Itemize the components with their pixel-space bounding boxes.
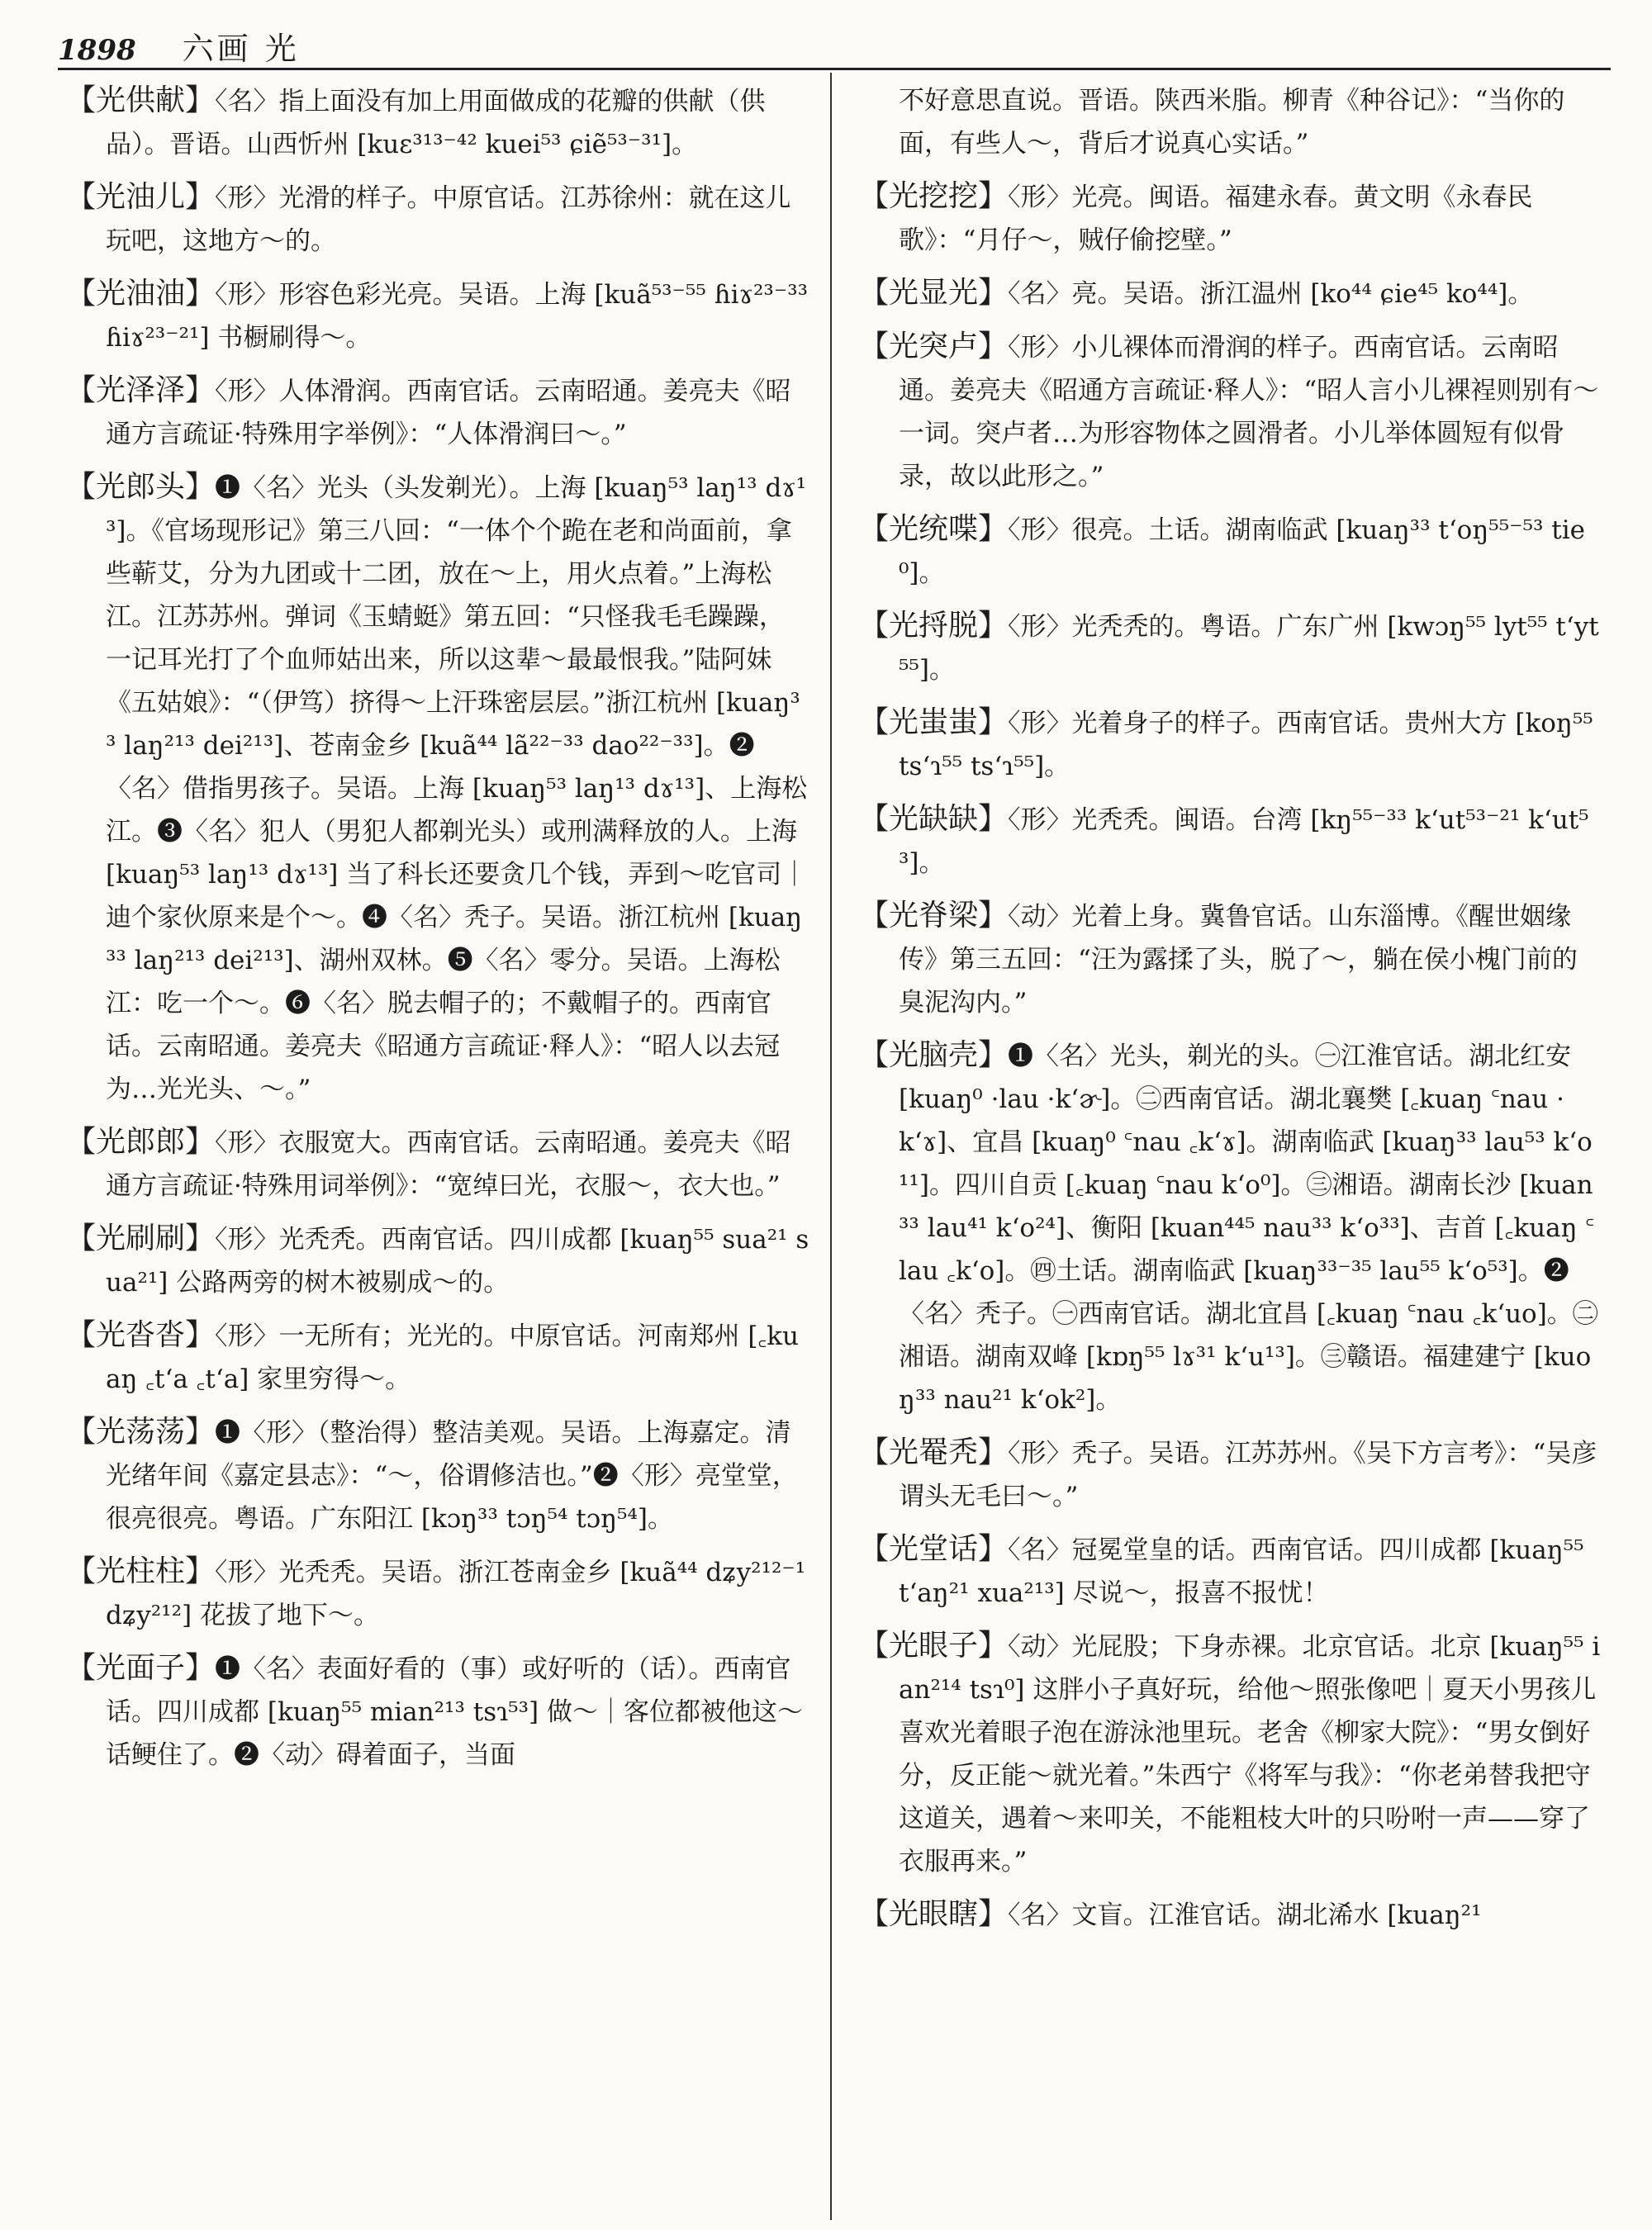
dictionary-entry [859,1034,1602,1421]
dictionary-entry [859,175,1602,262]
entry-definition: 〈名〉指上面没有加上用面做成的花瓣的供献（供品）。晋语。山西忻州 [kuɛ³¹³⁻⁴² kuei⁵³ ɕiẽ⁵³⁻³¹]。 [106,87,766,159]
entry-definition: 〈形〉光秃秃的。粤语。广东广州 [kwɔŋ⁵⁵ lyt⁵⁵ t‘yt⁵⁵]。 [899,612,1599,685]
dictionary-entry [66,1550,809,1637]
entry-definition: ❶〈形〉（整治得）整洁美观。吴语。上海嘉定。清光绪年间《嘉定县志》：“～，俗谓修洁也。”❷〈形〉亮堂堂，很亮很亮。粤语。广东阳江 [kɔŋ³³ tɔŋ⁵⁴ tɔŋ⁵⁴]。 [106,1418,798,1534]
entry-headword: 【光荡荡】 [66,1415,216,1449]
dictionary-entry [859,508,1602,595]
dictionary-entry-continued [859,79,1602,165]
entry-headword: 【光罨秃】 [859,1435,1009,1469]
section-title: 六画 光 [182,31,300,67]
entry-definition: 〈形〉秃子。吴语。江苏苏州。《吴下方言考》：“吴彦谓头无毛曰～。” [899,1439,1597,1511]
entry-headword: 【光显光】 [859,276,1009,310]
dictionary-entry [66,369,809,456]
entry-definition: 〈名〉亮。吴语。浙江温州 [ko⁴⁴ ɕie⁴⁵ ko⁴⁴]。 [1008,279,1534,309]
dictionary-entry [66,1121,809,1208]
entry-headword: 【光眼瞎】 [859,1897,1009,1931]
entry-definition: 〈形〉衣服宽大。西南官话。云南昭通。姜亮夫《昭通方言疏证·特殊用词举例》：“宽绰曰光，衣服～，衣大也。” [106,1128,791,1201]
entry-definition: 〈形〉光秃秃。西南官话。四川成都 [kuaŋ⁵⁵ sua²¹ sua²¹] 公路两旁的树木被剔成～的。 [106,1225,809,1298]
dictionary-entry [859,701,1602,788]
entry-headword: 【光柱柱】 [66,1554,216,1588]
entry-definition: 〈形〉光亮。闽语。福建永春。黄文明《永春民歌》：“月仔～，贼仔偷挖壁。” [899,183,1533,255]
header-rule [58,68,1611,70]
entry-headword: 【光沓沓】 [66,1318,216,1352]
entry-headword: 【光油儿】 [66,180,216,214]
dictionary-entry [859,272,1602,316]
entry-headword: 【光堂话】 [859,1532,1009,1566]
left-column [66,79,809,2218]
dictionary-entry [859,605,1602,691]
entry-definition: ❶〈名〉表面好看的（事）或好听的（话）。西南官话。四川成都 [kuaŋ⁵⁵ mian²¹³ tsɿ⁵³] 做～｜客位都被他这～话鲠住了。❷〈动〉碍着面子，当面 [106,1654,803,1770]
entry-definition: 〈名〉冠冕堂皇的话。西南官话。四川成都 [kuaŋ⁵⁵ t‘aŋ²¹ xua²¹³] 尽说～，报喜不报忧！ [899,1535,1584,1608]
dictionary-entry [859,1893,1602,1937]
entry-headword: 【光脑壳】 [859,1038,1009,1072]
dictionary-entry [859,1431,1602,1518]
entry-definition: 〈动〉光屁股；下身赤裸。北京官话。北京 [kuaŋ⁵⁵ ian²¹⁴ tsɿ⁰] 这胖小子真好玩，给他～照张像吧｜夏天小男孩儿喜欢光着眼子泡在游泳池里玩。老舍《柳家大院》：“男女倒好分，反正能～就光着。”朱西宁《将军与我》：“你老弟替我把守这道关，遇着～来叩关，不能粗枝大叶的只吩咐一声——穿了衣服再来。” [899,1632,1601,1877]
entry-headword: 【光刷刷】 [66,1222,216,1255]
entry-definition: 〈形〉光秃秃。吴语。浙江苍南金乡 [kuã⁴⁴ dʑy²¹²⁻¹ dʑy²¹²] 花拔了地下～。 [106,1558,806,1630]
entry-headword: 【光泽泽】 [66,373,216,407]
dictionary-entry [66,1314,809,1401]
entry-headword: 【光供献】 [66,83,216,117]
entry-headword: 【光脊梁】 [859,899,1009,932]
entry-definition: ❶〈名〉光头（头发剃光）。上海 [kuaŋ⁵³ laŋ¹³ dɤ¹³]。《官场现形记》第三八回：“一体个个跪在老和尚面前，拿些蕲艾，分为九团或十二团，放在～上，用火点着。”上海松江。江苏苏州。弹词《玉蜻蜓》第五回：“只怪我毛毛躁躁，一记耳光打了个血师姑出来，所以这辈～最最恨我。”陆阿妹《五姑娘》：“（伊笃）挤得～上汗珠密层层。”浙江杭州 [kuaŋ³³ laŋ²¹³ dei²¹³]、苍南金乡 [kuã⁴⁴ lã²²⁻³³ dao²²⁻³³]。❷〈名〉借指男孩子。吴语。上海 [kuaŋ⁵³ laŋ¹³ dɤ¹³]、上海松江。❸〈名〉犯人（男犯人都剃光头）或刑满释放的人。上海 [kuaŋ⁵³ laŋ¹³ dɤ¹³] 当了科长还要贪几个钱，弄到～吃官司｜迪个家伙原来是个～。❹〈名〉秃子。吴语。浙江杭州 [kuaŋ³³ laŋ²¹³ dei²¹³]、湖州双林。❺〈名〉零分。吴语。上海松江：吃一个～。❻〈名〉脱去帽子的；不戴帽子的。西南官话。云南昭通。姜亮夫《昭通方言疏证·释人》：“昭人以去冠为…光光头、～。” [106,473,808,1104]
dictionary-entry [66,466,809,1111]
right-column [859,79,1602,2218]
entry-definition: 〈形〉光滑的样子。中原官话。江苏徐州：就在这儿玩吧，这地方～的。 [106,183,791,256]
entry-headword: 【光郎郎】 [66,1125,216,1159]
entry-headword: 【光眼子】 [859,1629,1009,1663]
entry-definition: 〈形〉很亮。土话。湖南临武 [kuaŋ³³ t‘oŋ⁵⁵⁻⁵³ tie⁰]。 [899,515,1585,588]
entry-headword: 【光面子】 [66,1651,216,1685]
dictionary-entry [859,1625,1602,1883]
entry-headword: 【光郎头】 [66,470,216,504]
entry-definition: 不好意思直说。晋语。陕西米脂。柳青《种谷记》：“当你的面，有些人～，背后才说真心实话。” [899,86,1565,159]
entry-definition: 〈名〉文盲。江淮官话。湖北浠水 [kuaŋ²¹ [1008,1900,1482,1930]
entry-definition: 〈形〉形容色彩光亮。吴语。上海 [kuã⁵³⁻⁵⁵ ɦiɤ²³⁻³³ ɦiɤ²³⁻²¹] 书橱刷得～。 [106,280,809,353]
dictionary-entry [66,1647,809,1777]
dictionary-entry [66,1217,809,1304]
page-number: 1898 [58,34,136,67]
dictionary-entry [859,798,1602,885]
entry-definition: 〈形〉光秃秃。闽语。台湾 [kŋ⁵⁵⁻³³ k‘ut⁵³⁻²¹ k‘ut⁵³]。 [899,805,1589,878]
entry-definition: 〈形〉人体滑润。西南官话。云南昭通。姜亮夫《昭通方言疏证·特殊用字举例》：“人体滑润曰～。” [106,377,791,449]
entry-headword: 【光蚩蚩】 [859,705,1009,739]
dictionary-entry [66,1411,809,1540]
dictionary-entry [66,273,809,359]
entry-definition: 〈形〉一无所有；光光的。中原官话。河南郑州 [꜀kuaŋ ꜀t‘a ꜀t‘a] 家里穷得～。 [106,1321,799,1394]
entry-headword: 【光捋脱】 [859,609,1009,643]
entry-headword: 【光缺缺】 [859,802,1009,836]
entry-definition: 〈形〉小儿裸体而滑润的样子。西南官话。云南昭通。姜亮夫《昭通方言疏证·释人》：“昭人言小儿裸裎则别有～一词。突卢者…为形容物体之圆滑者。小儿举体圆短有似骨录，故以此形之。” [899,333,1599,491]
entry-headword: 【光突卢】 [859,330,1009,363]
column-divider [830,73,832,2220]
page-header [58,23,1611,67]
entry-definition: 〈形〉光着身子的样子。西南官话。贵州大方 [koŋ⁵⁵ ts‘ɿ⁵⁵ ts‘ɿ⁵⁵]。 [899,709,1593,781]
entry-headword: 【光油油】 [66,277,216,311]
entry-definition: ❶〈名〉光头，剃光的头。㊀江淮官话。湖北红安 [kuaŋ⁰ ·lau ·k‘ɚ]。㊁西南官话。湖北襄樊 [꜀kuaŋ ꜂nau ·k‘ɤ]、宜昌 [kuaŋ⁰ ꜂nau ꜀k‘ɤ]。湖南临武 [kuaŋ³³ lau⁵³ k‘o¹¹]。四川自贡 [꜀kuaŋ ꜂nau k‘o⁰]。㊂湘语。湖南长沙 [kuan³³ lau⁴¹ k‘o²⁴]、衡阳 [kuan⁴⁴⁵ nau³³ k‘o³³]、吉首 [꜀kuaŋ ꜂lau ꜀k‘o]。㊃土话。湖南临武 [kuaŋ³³⁻³⁵ lau⁵⁵ k‘o⁵³]。❷〈名〉秃子。㊀西南官话。湖北宜昌 [꜀kuaŋ ꜂nau ꜀k‘uo]。㊁湘语。湖南双峰 [kɒŋ⁵⁵ lɤ³¹ k‘u¹³]。㊂赣语。福建建宁 [kuoŋ³³ nau²¹ k‘ok²]。 [899,1041,1598,1415]
dictionary-entry [859,1528,1602,1615]
dictionary-entry [66,176,809,263]
entry-headword: 【光挖挖】 [859,179,1009,213]
dictionary-entry [859,894,1602,1024]
entry-headword: 【光统喋】 [859,512,1009,546]
dictionary-entry [66,79,809,166]
entry-definition: 〈动〉光着上身。冀鲁官话。山东淄博。《醒世姻缘传》第三五回：“汪为露揉了头，脱了～，躺在侯小槐门前的臭泥沟内。” [899,902,1578,1018]
dictionary-entry [859,325,1602,498]
